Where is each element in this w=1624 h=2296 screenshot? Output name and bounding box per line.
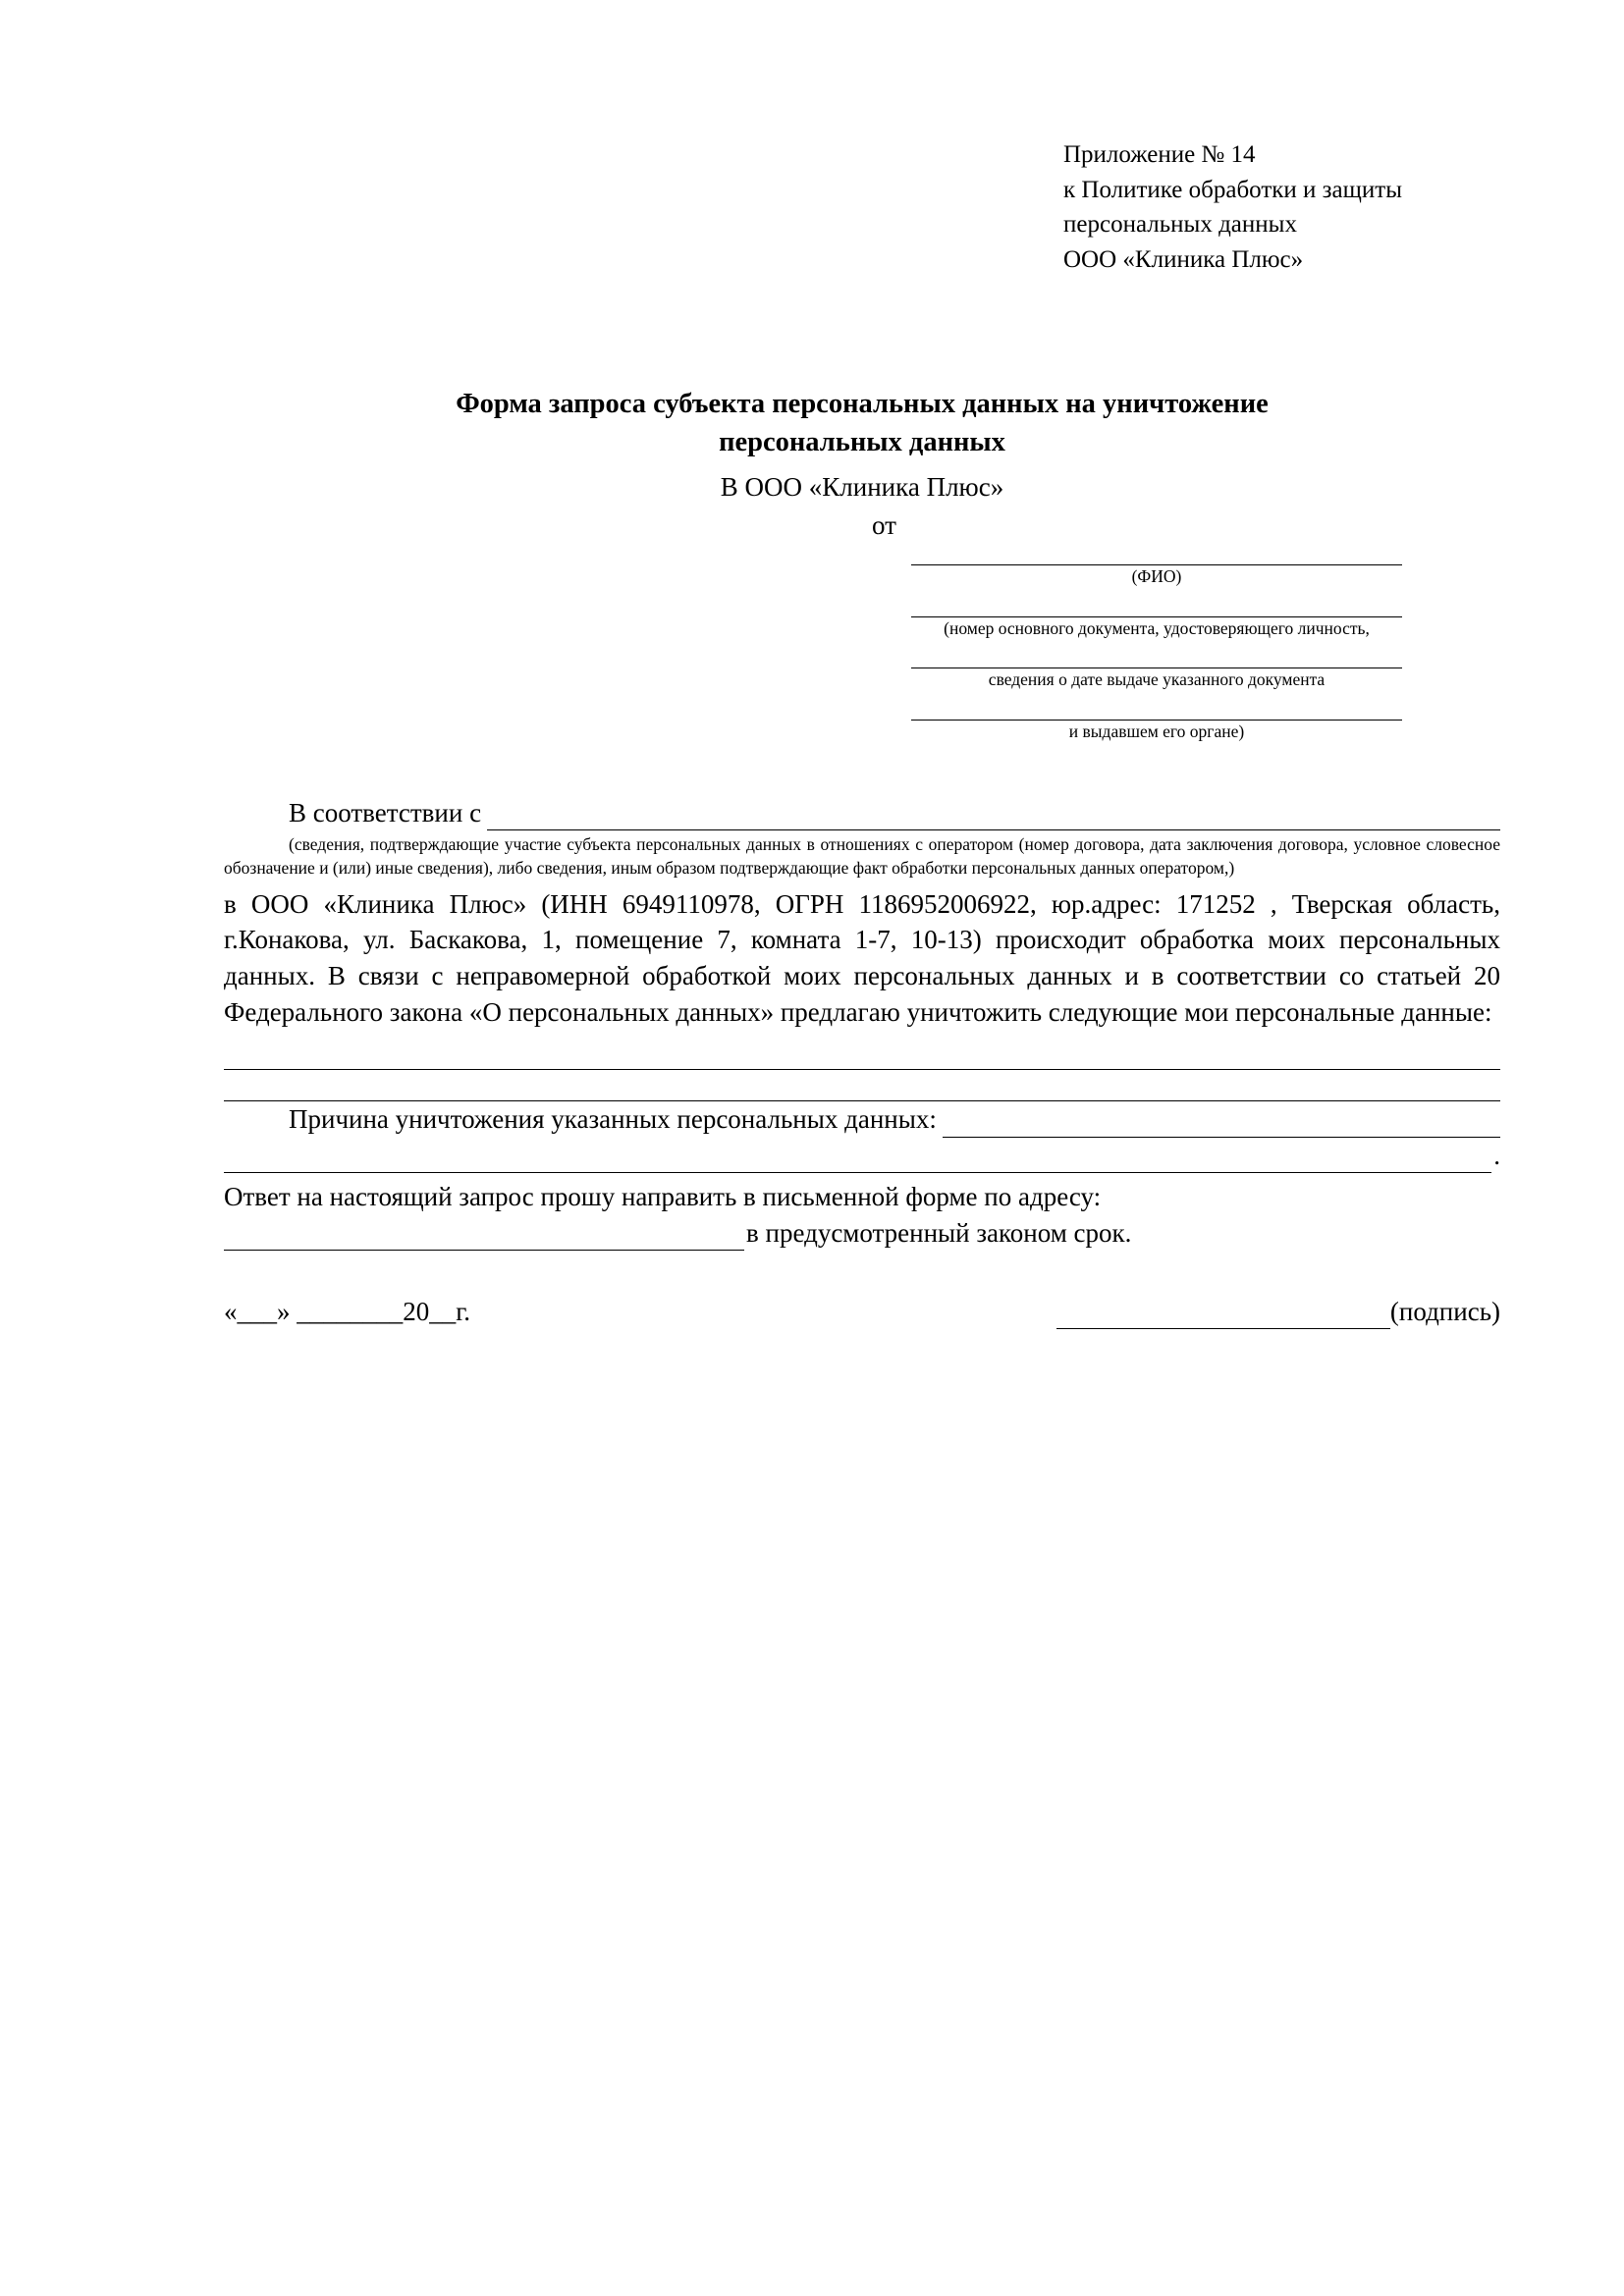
date-line[interactable]: «___» ________20__г. [224, 1296, 471, 1326]
reason-row [224, 1101, 1500, 1137]
applicant-fields-group [911, 543, 1402, 751]
doc-issuer-caption: и выдавшем его органе) [1068, 721, 1245, 742]
page-title [224, 385, 1500, 462]
doc-number-input-line[interactable] [911, 595, 1402, 617]
doc-number-caption: (номер основного документа, удостоверяющего личность, [944, 617, 1370, 638]
data-input-line-1[interactable] [224, 1036, 1500, 1070]
signature-input-line[interactable] [1056, 1303, 1390, 1329]
doc-date-input-line[interactable] [911, 646, 1402, 668]
reason-period: . [1493, 1140, 1500, 1170]
signature-block [1056, 1294, 1500, 1329]
header-line-1: Приложение № 14 [1063, 141, 1256, 168]
header-line-3: персональных данных [1063, 211, 1297, 238]
in-accordance-input-line[interactable] [487, 804, 1500, 830]
doc-issuer-input-line[interactable] [911, 698, 1402, 721]
fio-caption: (ФИО) [1131, 565, 1182, 586]
in-accordance-row [224, 795, 1500, 830]
answer-address-input-line[interactable] [224, 1222, 744, 1251]
header-line-4: ООО «Клиника Плюс» [1063, 245, 1304, 273]
addressee-line: В ООО «Клиника Плюс» [720, 471, 1004, 502]
note-text: (сведения, подтверждающие участие субъекта персональных данных в отношениях с оператором (номер договора, дата заключения договора, условное словесное обозначение и (или) иные сведения), либо сведения, иным образом подтверждающие факт обработки персональных данных оператором,) [224, 834, 1500, 878]
page-title-line-1: Форма запроса субъекта персональных данных на уничтожение [456, 389, 1269, 419]
doc-date-caption: сведения о дате выдаче указанного документа [988, 669, 1326, 690]
in-accordance-note [224, 833, 1500, 880]
header-line-2: к Политике обработки и защиты [1063, 176, 1403, 203]
reason-input-line-2[interactable] [224, 1143, 1491, 1173]
page-title-line-2: персональных данных [719, 427, 1005, 458]
fio-input-line[interactable] [911, 543, 1402, 565]
document-body [224, 795, 1500, 1329]
signature-caption: (подпись) [1389, 1296, 1500, 1326]
answer-tail-text: в предусмотренный законом срок. [746, 1217, 1132, 1248]
in-accordance-label: В соответствии с [289, 798, 482, 828]
document-header-block [1063, 137, 1500, 277]
reason-row-2 [224, 1138, 1500, 1173]
signature-row [224, 1294, 1500, 1329]
answer-address-row [224, 1215, 1500, 1251]
answer-paragraph: Ответ на настоящий запрос прошу направить в письменной форме по адресу: [224, 1181, 1102, 1211]
reason-input-line-1[interactable] [943, 1109, 1500, 1138]
document-content [224, 137, 1500, 1329]
from-label: от [872, 509, 896, 540]
body-paragraph: в ООО «Клиника Плюс» (ИНН 6949110978, ОГРН 1186952006922, юр.адрес: 171252 , Тверская область, г.Конакова, ул. Баскакова, 1, помещение 7, комната 1-7, 10-13) происходит обработка моих персональных данных. В связи с неправомерной обработкой моих персональных данных и в соответствии со статьей 20 Федерального закона «О персональных данных» предлагаю уничтожить следующие мои персональные данные: [224, 888, 1500, 1027]
data-input-line-2[interactable] [224, 1070, 1500, 1101]
reason-label: Причина уничтожения указанных персональных данных: [289, 1104, 937, 1135]
